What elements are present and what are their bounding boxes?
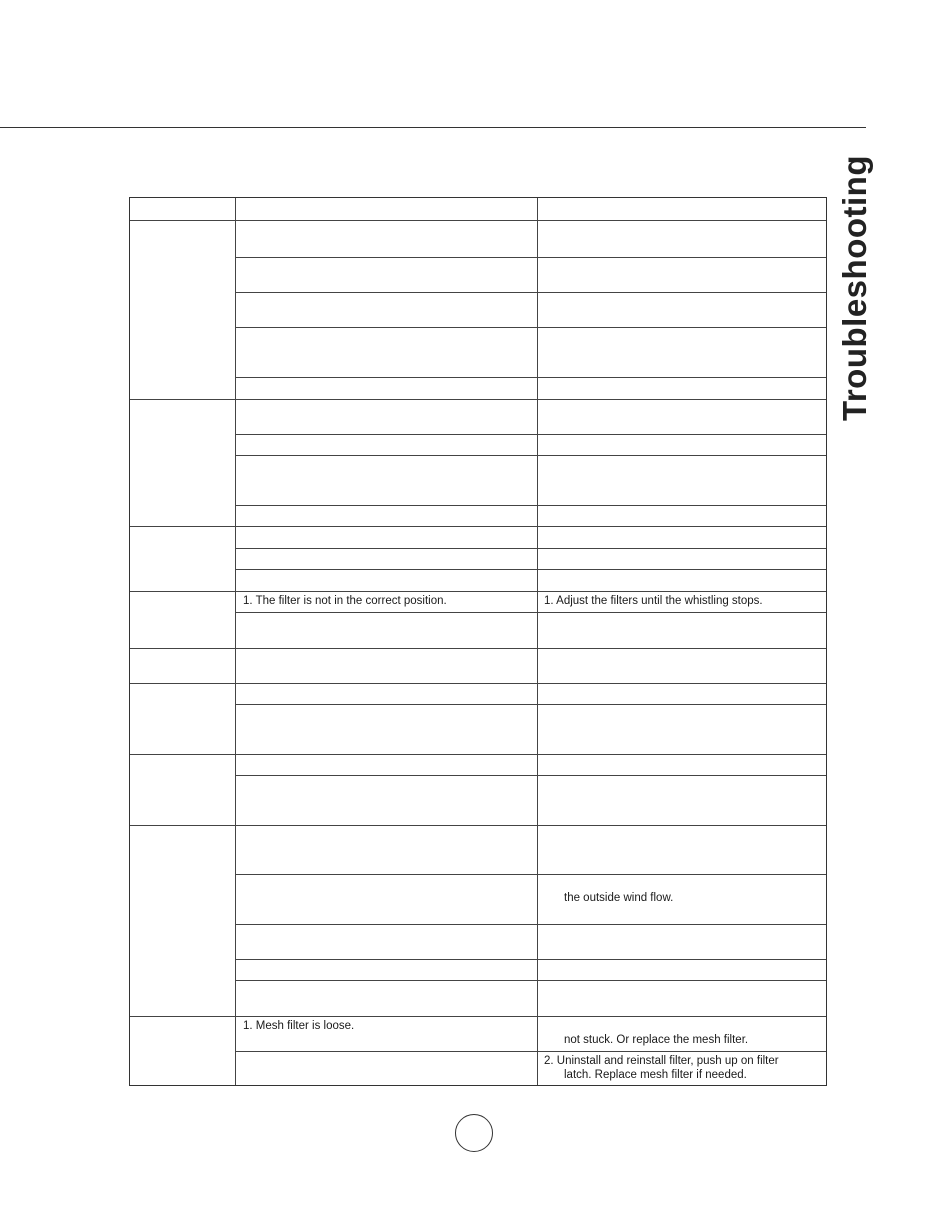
row-divider xyxy=(235,434,826,435)
row-divider xyxy=(235,959,826,960)
row-divider xyxy=(235,874,826,875)
solution-text: the outside wind flow. xyxy=(564,892,674,904)
row-divider xyxy=(235,327,826,328)
row-divider xyxy=(235,1051,826,1052)
row-divider xyxy=(235,548,826,549)
section-title: Troubleshooting xyxy=(836,155,873,421)
solution-text: 1. Adjust the filters until the whistling stops. xyxy=(544,595,763,607)
group-divider xyxy=(130,1016,826,1017)
solution-text: not stuck. Or replace the mesh filter. xyxy=(564,1034,749,1046)
row-divider xyxy=(235,455,826,456)
header-rule xyxy=(0,127,866,128)
row-divider xyxy=(235,980,826,981)
group-divider xyxy=(130,648,826,649)
row-divider xyxy=(235,292,826,293)
page-number-badge xyxy=(455,1114,493,1152)
group-divider xyxy=(130,591,826,592)
row-divider xyxy=(235,377,826,378)
header-row-divider xyxy=(130,220,826,221)
group-divider xyxy=(130,754,826,755)
row-divider xyxy=(235,569,826,570)
solution-text: latch. Replace mesh filter if needed. xyxy=(564,1069,747,1081)
row-divider xyxy=(235,704,826,705)
solution-text: 2. Uninstall and reinstall filter, push up on filter xyxy=(544,1055,779,1067)
cause-text: 1. The filter is not in the correct position. xyxy=(243,595,447,607)
row-divider xyxy=(235,924,826,925)
group-divider xyxy=(130,526,826,527)
row-divider xyxy=(235,505,826,506)
column-divider xyxy=(235,198,236,1085)
troubleshooting-table xyxy=(129,197,827,1086)
column-divider xyxy=(537,198,538,1085)
row-divider xyxy=(235,775,826,776)
group-divider xyxy=(130,825,826,826)
row-divider xyxy=(235,612,826,613)
cause-text: 1. Mesh filter is loose. xyxy=(243,1020,355,1032)
row-divider xyxy=(235,257,826,258)
group-divider xyxy=(130,683,826,684)
group-divider xyxy=(130,399,826,400)
